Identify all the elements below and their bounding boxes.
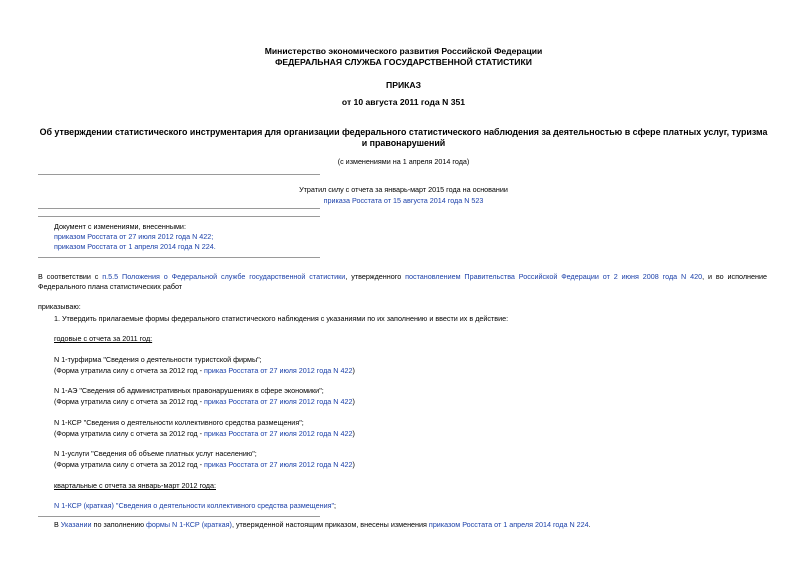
- form-2-lapse: [54, 397, 355, 406]
- instructions-link[interactable]: Указании: [60, 520, 92, 529]
- form-2-lapse-link[interactable]: приказ Росстата от 27 июля 2012 года N 422: [204, 397, 353, 406]
- quarterly-form-title-link[interactable]: "Сведения о деятельности коллективного средства размещения": [113, 501, 335, 510]
- form-2-name: N 1-АЭ "Сведения об административных правонарушениях в сфере экономики";: [54, 386, 324, 395]
- form-2-lapse-suffix: ): [352, 397, 355, 406]
- footnote: [54, 520, 591, 529]
- preamble-mid: , утвержденного: [345, 272, 406, 281]
- form-4-lapse-prefix: (Форма утратила силу с отчета за 2012 год -: [54, 460, 204, 469]
- quarterly-form-suffix: ;: [334, 501, 337, 510]
- regulation-link[interactable]: п.5.5 Положения о Федеральной службе государственной статистики: [102, 272, 346, 281]
- form-link[interactable]: формы N 1-КСР (краткая): [146, 520, 232, 529]
- form-1-lapse-suffix: ): [352, 366, 355, 375]
- preamble-line2: Федерального плана статистических работ: [38, 282, 183, 291]
- divider: [38, 208, 320, 209]
- document-date-number: от 10 августа 2011 года N 351: [341, 97, 466, 107]
- service-name: ФЕДЕРАЛЬНАЯ СЛУЖБА ГОСУДАРСТВЕННОЙ СТАТИСТИКИ: [275, 57, 532, 67]
- annual-heading: годовые с отчета за 2011 год:: [54, 334, 153, 343]
- order-word: приказываю:: [38, 302, 81, 311]
- preamble-line1: [38, 272, 767, 281]
- document-title-line1: Об утверждении статистического инструментария для организации федерального статистического наблюдения за деятельностью в сфере платных услуг, туризма: [39, 127, 768, 137]
- divider: [38, 257, 320, 258]
- preamble-suffix: , и во исполнение: [702, 272, 767, 281]
- divider: [38, 216, 320, 217]
- form-4-lapse-suffix: ): [352, 460, 355, 469]
- lost-force-link[interactable]: приказа Росстата от 15 августа 2014 года N 523: [323, 196, 484, 205]
- form-3-name: N 1-КСР "Сведения о деятельности коллективного средства размещения";: [54, 418, 304, 427]
- form-1-lapse: [54, 366, 355, 375]
- form-3-lapse-prefix: (Форма утратила силу с отчета за 2012 год -: [54, 429, 204, 438]
- form-3-lapse-link[interactable]: приказ Росстата от 27 июля 2012 года N 422: [204, 429, 353, 438]
- amendment-link-1[interactable]: приказом Росстата от 27 июля 2012 года N 422;: [54, 232, 214, 241]
- footnote-text-2: , утвержденной настоящим приказом, внесены изменения: [231, 520, 429, 529]
- amendment-link-2[interactable]: приказом Росстата от 1 апреля 2014 года N 224.: [54, 242, 216, 251]
- government-decree-link[interactable]: постановлением Правительства Российской Федерации от 2 июня 2008 года N 420: [405, 272, 703, 281]
- form-2-lapse-prefix: (Форма утратила силу с отчета за 2012 год -: [54, 397, 204, 406]
- divider: [38, 516, 320, 517]
- item-1: 1. Утвердить прилагаемые формы федерального статистического наблюдения с указаниями по их заполнению и ввести их в действие:: [54, 314, 509, 323]
- footnote-text-3: .: [588, 520, 591, 529]
- quarterly-form-link[interactable]: N 1-КСР (краткая): [54, 501, 114, 510]
- quarterly-form: [54, 501, 336, 510]
- lost-force-text: Утратил силу с отчета за январь-март 2015 года на основании: [299, 185, 508, 194]
- form-4-lapse-link[interactable]: приказ Росстата от 27 июля 2012 года N 422: [204, 460, 353, 469]
- footnote-text-1: по заполнению: [91, 520, 147, 529]
- amending-order-link[interactable]: приказом Росстата от 1 апреля 2014 года N 224: [428, 520, 589, 529]
- form-4-name: N 1-услуги "Сведения об объеме платных услуг населению";: [54, 449, 257, 458]
- preamble-prefix: В соответствии с: [38, 272, 103, 281]
- ministry-name: Министерство экономического развития Российской Федерации: [264, 46, 543, 56]
- form-3-lapse-suffix: ): [352, 429, 355, 438]
- form-4-lapse: [54, 460, 355, 469]
- form-1-name: N 1-турфирма "Сведения о деятельности туристской фирмы";: [54, 355, 262, 364]
- divider: [38, 174, 320, 175]
- document-type: ПРИКАЗ: [386, 80, 421, 90]
- footnote-prefix: В: [54, 520, 61, 529]
- quarterly-heading: квартальные с отчета за январь-март 2012 года:: [54, 481, 216, 490]
- form-1-lapse-link[interactable]: приказ Росстата от 27 июля 2012 года N 422: [204, 366, 353, 375]
- form-1-lapse-prefix: (Форма утратила силу с отчета за 2012 год -: [54, 366, 204, 375]
- form-3-lapse: [54, 429, 355, 438]
- amendment-note: (с изменениями на 1 апреля 2014 года): [337, 157, 470, 166]
- document-title-line2: и правонарушений: [361, 138, 446, 148]
- amendments-label: Документ с изменениями, внесенными:: [54, 222, 186, 231]
